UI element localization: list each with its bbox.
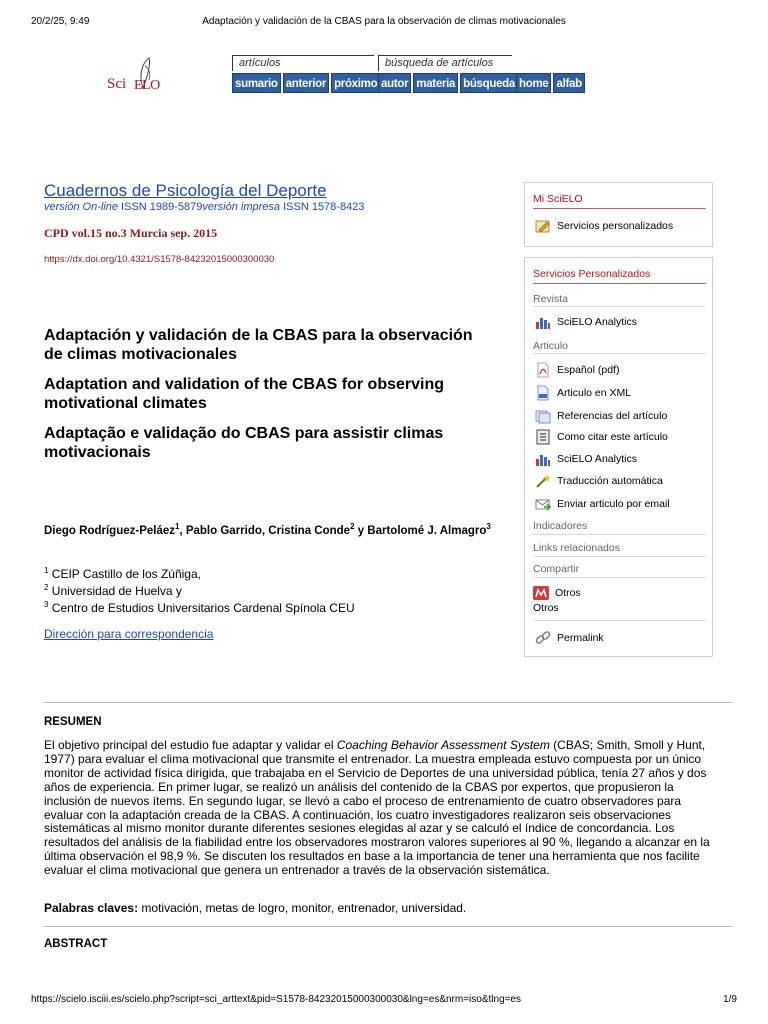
- nav-home-group: [516, 73, 585, 93]
- permalink-link[interactable]: [535, 630, 604, 646]
- version-print-label: versión impresa: [202, 201, 281, 213]
- permalink-rule: [533, 620, 706, 621]
- articulo-heading: Articulo: [533, 340, 569, 352]
- abstract-heading: ABSTRACT: [44, 938, 108, 950]
- revista-analytics-label: SciELO Analytics: [557, 316, 637, 328]
- traduccion-label: Traducción automática: [557, 475, 663, 487]
- issn-online: ISSN 1989-5879: [121, 201, 203, 213]
- traduccion-link[interactable]: [535, 473, 663, 489]
- author-3-sup: 3: [486, 522, 491, 532]
- servicios-personalizados-label: Servicios personalizados: [557, 220, 674, 232]
- revista-heading: Revista: [533, 293, 569, 305]
- journal-title-link[interactable]: Cuadernos de Psicología del Deporte: [44, 181, 327, 200]
- nav-busqueda-label: búsqueda de artículos: [378, 55, 512, 71]
- xml-label: Articulo en XML: [557, 387, 632, 399]
- nav-materia-button[interactable]: materia: [413, 73, 458, 93]
- affiliation-2-sup: 2: [44, 583, 49, 592]
- articulo-analytics-link[interactable]: [535, 451, 637, 467]
- resumen-text-post: (CBAS; Smith, Smoll y Hunt, 1977) para evaluar el clima motivacional que transmite el entrenador. La muestra empleada estuvo compuesta por un único monitor de actividad física dirigida, que trabajaba en el Servicio de Deportes de una universidad pública, tenía 27 años y dos años de experiencia. En primer lugar, se realizó un análisis del contenido de la CBAS por expertos, que propusieron la inclusión de nuevos ítems. En segundo lugar, se llevó a cabo el proceso de entrenamiento de cuatro observadores para evaluar con la adaptación creada de la CBAS. A continuación, los cuatro investigadores realizaron seis observaciones sistemáticas al mismo monitor durante diferentes sesiones elegidas al azar y se calculó el índice de concordancia. Los resultados del análisis de la fiabilidad entre los observadores mostraron valores superiores al 90 %, llegando a alcanzar en la última observación el 98,9 %. Se discuten los resultados en base a la importancia de tener una herramienta que nos facilite evaluar el clima motivacional que genera un entrenador a través de la observación sistemática.: [44, 738, 710, 878]
- print-datetime: 20/2/25, 9:49: [31, 16, 90, 27]
- author-1: Diego Rodríguez-Peláez: [44, 525, 175, 537]
- otros-text[interactable]: [533, 602, 559, 614]
- resumen-body: [44, 739, 714, 878]
- keywords-line: [44, 901, 466, 915]
- como-citar-label: Como citar este artículo: [557, 431, 668, 443]
- link-icon: [535, 630, 551, 646]
- revista-rule: [533, 306, 706, 307]
- otros-share-link[interactable]: [533, 585, 581, 601]
- nav-home-button[interactable]: home: [516, 73, 551, 93]
- share-icon: [533, 585, 549, 601]
- xml-link[interactable]: [535, 385, 631, 401]
- personalized-services-icon: [535, 218, 551, 234]
- referencias-link[interactable]: [535, 408, 667, 424]
- email-icon: [535, 496, 551, 512]
- mi-scielo-rule: [533, 208, 706, 209]
- print-page-number: 1/9: [723, 994, 737, 1005]
- affiliation-2: [44, 584, 182, 598]
- references-icon: [535, 408, 551, 424]
- section-divider-top: [44, 702, 732, 703]
- resumen-text-italic: Coaching Behavior Assessment System: [336, 738, 550, 752]
- otros-label-1: Otros: [555, 587, 581, 599]
- print-page-title: Adaptación y validación de la CBAS para la observación de climas motivacionales: [202, 16, 566, 27]
- article-title-es: Adaptación y validación de la CBAS para la observación de climas motivacionales: [44, 327, 473, 363]
- nav-busqueda-button[interactable]: búsqueda: [460, 73, 518, 93]
- indicadores-rule: [533, 534, 706, 535]
- nav-articulos-group: [232, 55, 380, 93]
- articulo-rule: [533, 353, 706, 354]
- links-relacionados-heading: Links relacionados: [533, 542, 620, 554]
- links-rule: [533, 556, 706, 557]
- logo-sci-text: Sci: [107, 76, 127, 92]
- mi-scielo-title: Mi SciELO: [533, 193, 583, 205]
- issn-print: ISSN 1578-8423: [283, 201, 365, 213]
- correspondence-link[interactable]: Dirección para correspondencia: [44, 627, 214, 641]
- permalink-label: Permalink: [557, 632, 604, 644]
- affiliation-2-text: Universidad de Huelva y: [51, 584, 182, 598]
- author-list: [44, 522, 514, 540]
- enviar-email-label: Enviar articulo por email: [557, 498, 670, 510]
- otros-label-2: Otros: [533, 602, 559, 614]
- doi-link[interactable]: https://dx.doi.org/10.4321/S1578-84232015000300030: [44, 254, 275, 265]
- affiliation-1-text: CEIP Castillo de los Zúñiga,: [51, 567, 201, 581]
- revista-analytics-link[interactable]: [535, 314, 637, 330]
- affiliation-3: [44, 601, 355, 615]
- author-3: y Bartolomé J. Almagro: [354, 525, 487, 537]
- logo-elo-text: ELO: [134, 78, 160, 93]
- nav-alfab-button[interactable]: alfab: [553, 73, 584, 93]
- cite-icon: [535, 429, 551, 445]
- resumen-heading: RESUMEN: [44, 716, 102, 728]
- issue-citation: CPD vol.15 no.3 Murcia sep. 2015: [44, 226, 218, 240]
- bar-chart-icon: [535, 451, 551, 467]
- scielo-logo[interactable]: [105, 56, 175, 98]
- author-1-sup: 1: [175, 522, 180, 532]
- keywords-label: Palabras claves:: [44, 901, 139, 915]
- compartir-rule: [533, 577, 706, 578]
- pdf-link[interactable]: [535, 362, 619, 378]
- author-2-sup: 2: [350, 522, 355, 532]
- article-title-pt: Adaptação e validação do CBAS para assistir climas motivacionais: [44, 425, 444, 461]
- author-2: , Pablo Garrido, Cristina Conde: [179, 525, 351, 537]
- enviar-email-link[interactable]: [535, 496, 670, 512]
- compartir-heading: Compartir: [533, 563, 580, 575]
- nav-articulos-label: artículos: [232, 55, 374, 71]
- keywords-values: motivación, metas de logro, monitor, entrenador, universidad.: [138, 901, 467, 915]
- affiliation-1: [44, 567, 201, 581]
- mi-scielo-panel: [524, 182, 713, 247]
- affiliation-3-sup: 3: [44, 600, 49, 609]
- xml-document-icon: [535, 385, 551, 401]
- resumen-text-pre: El objetivo principal del estudio fue adaptar y validar el: [44, 738, 337, 752]
- nav-autor-button[interactable]: autor: [378, 73, 411, 93]
- pdf-icon: [535, 362, 551, 378]
- bar-chart-icon: [535, 314, 551, 330]
- nav-proximo-button[interactable]: próximo: [331, 73, 380, 93]
- print-url: https://scielo.isciii.es/scielo.php?script=sci_arttext&pid=S1578-84232015000300030&lng=es&nrm=iso&tlng=es: [31, 994, 522, 1005]
- como-citar-link[interactable]: [535, 429, 668, 445]
- version-online-label: versión On-line: [44, 201, 118, 213]
- indicadores-heading: Indicadores: [533, 520, 588, 532]
- pdf-label: Español (pdf): [557, 364, 620, 376]
- servicios-title: Servicios Personalizados: [533, 268, 651, 280]
- magic-wand-icon: [535, 473, 551, 489]
- affiliation-3-text: Centro de Estudios Universitarios Cardenal Spínola CEU: [51, 601, 355, 615]
- servicios-rule: [533, 283, 706, 284]
- nav-busqueda-group: [378, 55, 518, 93]
- servicios-panel: [524, 257, 713, 657]
- servicios-personalizados-link[interactable]: [535, 218, 673, 234]
- affiliation-1-sup: 1: [44, 566, 49, 575]
- nav-sumario-button[interactable]: sumario: [232, 73, 281, 93]
- articulo-analytics-label: SciELO Analytics: [557, 453, 637, 465]
- nav-anterior-button[interactable]: anterior: [283, 73, 329, 93]
- section-divider-bottom: [44, 926, 732, 927]
- referencias-label: Referencias del artículo: [557, 410, 668, 422]
- issn-line: [44, 201, 364, 213]
- article-title-en: Adaptation and validation of the CBAS for observing motivational climates: [44, 376, 445, 412]
